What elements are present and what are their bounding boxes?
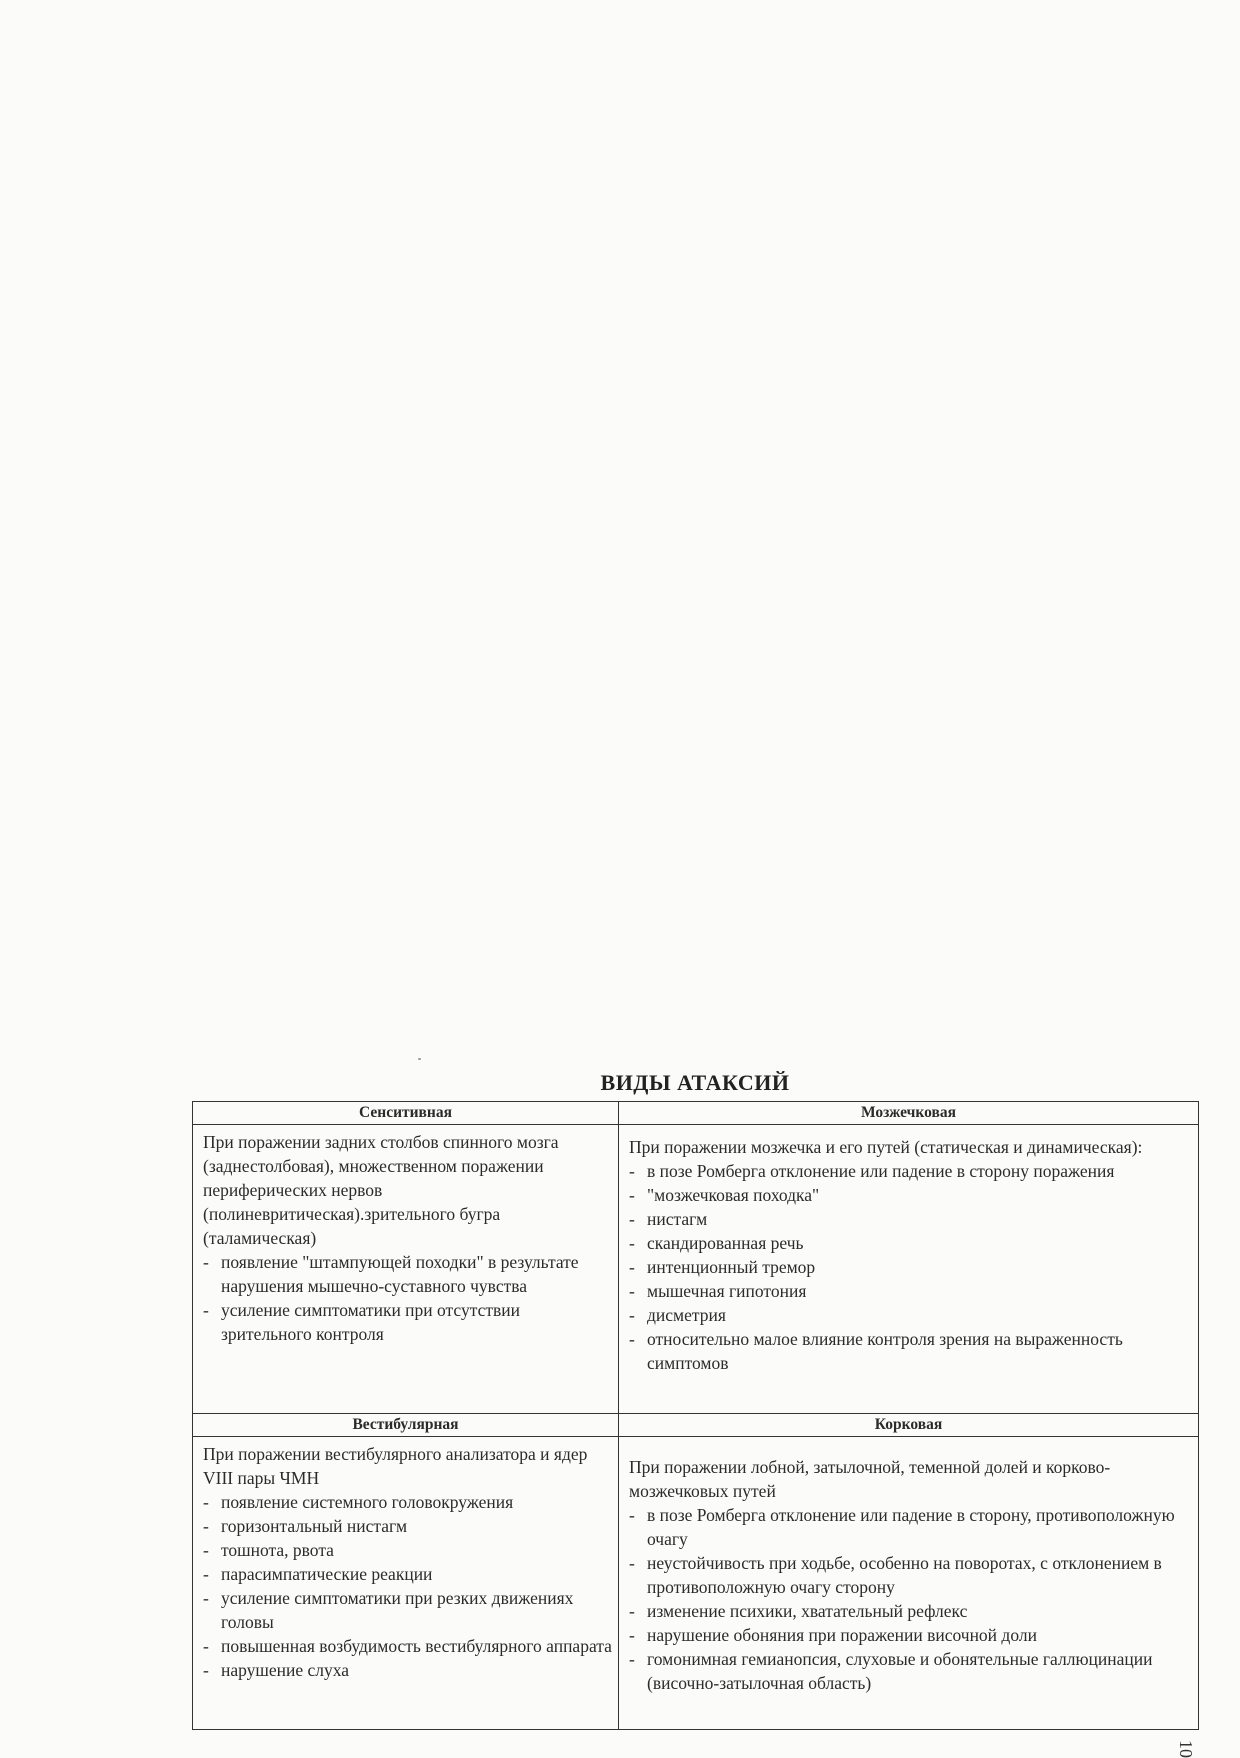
list-item: - относительно малое влияние контроля зрения на выраженность симптомов [629, 1327, 1192, 1375]
header-sensitive: Сенситивная [193, 1102, 619, 1125]
list-item: - дисметрия [629, 1303, 1192, 1327]
intro-sensitive: При поражении задних столбов спинного мозга (заднестолбовая), множественном поражении периферических нервов (полиневритическая).зрительного бугра (таламическая) [203, 1132, 559, 1248]
cell-cortical [619, 1437, 1199, 1730]
list-item: - нарушение обоняния при поражении височной доли [629, 1623, 1192, 1647]
list-item: - тошнота, рвота [203, 1538, 612, 1562]
list-item: - повышенная возбудимость вестибулярного аппарата [203, 1634, 612, 1658]
intro-vestibular: При поражении вестибулярного анализатора и ядер VIII пары ЧМН [203, 1444, 588, 1488]
header-row-1 [193, 1102, 1199, 1125]
page-title: ВИДЫ АТАКСИЙ [600, 1070, 790, 1095]
list-sensitive [203, 1250, 612, 1346]
cell-sensitive [193, 1125, 619, 1414]
intro-cortical: При поражении лобной, затылочной, теменной долей и корково-мозжечковых путей [629, 1457, 1111, 1501]
list-vestibular [203, 1490, 612, 1682]
list-item: - гомонимная гемианопсия, слуховые и обонятельные галлюцинации (височно-затылочная область) [629, 1647, 1192, 1695]
list-item: - изменение психики, хватательный рефлекс [629, 1599, 1192, 1623]
list-item: - неустойчивость при ходьбе, особенно на поворотах, с отклонением в противоположную очагу сторону [629, 1551, 1192, 1599]
list-item: - усиление симптоматики при отсутствии зрительного контроля [203, 1298, 612, 1346]
list-item: - появление системного головокружения [203, 1490, 612, 1514]
list-cortical [629, 1503, 1192, 1695]
list-item: - усиление симптоматики при резких движениях головы [203, 1586, 612, 1634]
list-item: - скандированная речь [629, 1231, 1192, 1255]
header-cortical: Корковая [619, 1414, 1199, 1437]
list-item: - появление "штампующей походки" в результате нарушения мышечно-суставного чувства [203, 1250, 612, 1298]
list-item: - в позе Ромберга отклонение или падение в сторону, противоположную очагу [629, 1503, 1192, 1551]
list-item: - мышечная гипотония [629, 1279, 1192, 1303]
header-vestibular: Вестибулярная [193, 1414, 619, 1437]
cell-cerebellar [619, 1125, 1199, 1414]
ataxia-table [192, 1101, 1199, 1730]
scan-speck [418, 1058, 421, 1060]
header-cerebellar: Мозжечковая [619, 1102, 1199, 1125]
intro-cerebellar: При поражении мозжечка и его путей (статическая и динамическая): [629, 1137, 1143, 1157]
content-row-2 [193, 1437, 1199, 1730]
cell-vestibular [193, 1437, 619, 1730]
list-item: - парасимпатические реакции [203, 1562, 612, 1586]
list-item: - интенционный тремор [629, 1255, 1192, 1279]
list-item: - "мозжечковая походка" [629, 1183, 1192, 1207]
list-cerebellar [629, 1159, 1192, 1375]
header-row-2 [193, 1414, 1199, 1437]
page-number: 10 [1176, 1740, 1196, 1758]
list-item: - нистагм [629, 1207, 1192, 1231]
list-item: - в позе Ромберга отклонение или падение в сторону поражения [629, 1159, 1192, 1183]
list-item: - горизонтальный нистагм [203, 1514, 612, 1538]
content-row-1 [193, 1125, 1199, 1414]
list-item: - нарушение слуха [203, 1658, 612, 1682]
